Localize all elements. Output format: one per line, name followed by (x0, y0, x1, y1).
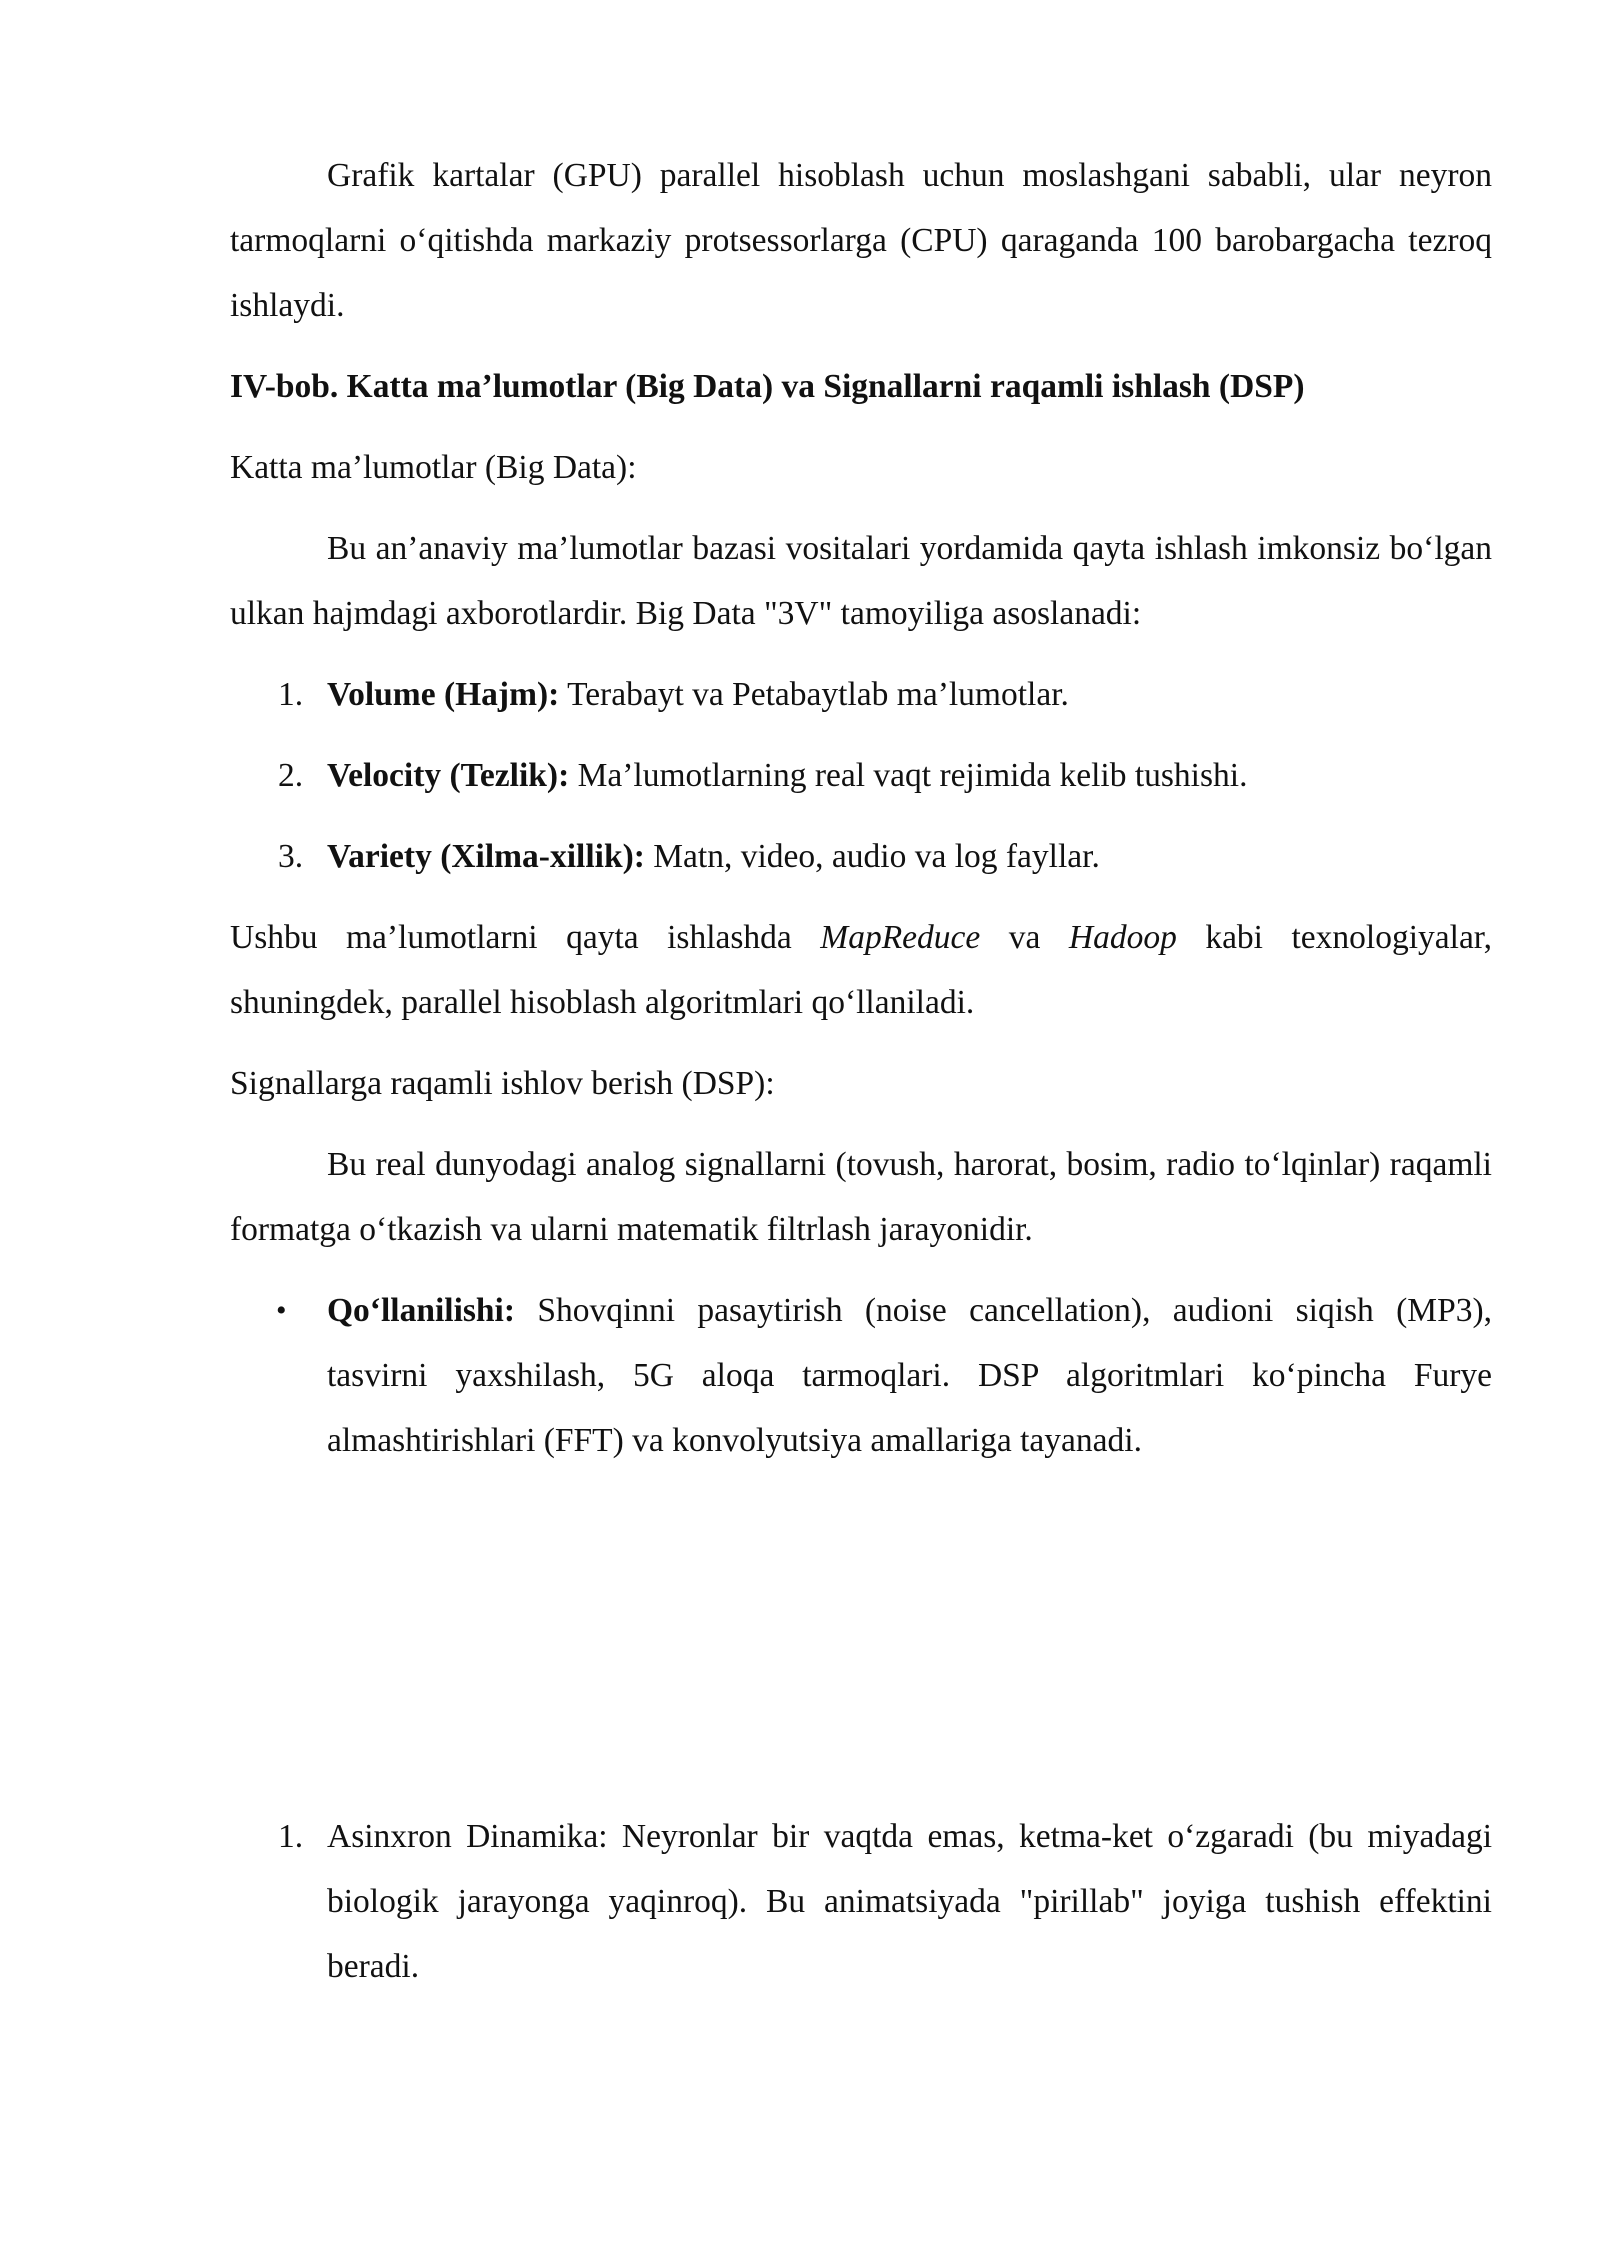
big-data-subheading: Katta ma’lumotlar (Big Data): (230, 449, 637, 486)
list-term: Velocity (Tezlik): (327, 757, 570, 794)
bullet-term: Qo‘llanilishi: (327, 1292, 516, 1329)
list-text: Terabayt va Petabaytlab ma’lumotlar. (559, 676, 1069, 713)
bullet-icon: • (276, 1294, 287, 1327)
list-text: Asinxron Dinamika: Neyronlar bir vaqtda emas, ketma-ket o‘zgaradi (bu miyadagi biologik jarayonga yaqinroq). Bu animatsiyada "pirillab" joyiga tushish effektini beradi. (327, 1818, 1492, 1985)
bullet-item-applications (230, 1278, 1492, 1473)
processing-paragraph (230, 905, 1492, 1035)
list-number: 2. (278, 757, 304, 794)
big-data-intro: Bu an’anaviy ma’lumotlar bazasi vositalari yordamida qayta ishlash imkonsiz bo‘lgan ulkan hajmdagi axborotlardir. Big Data "3V" tamoyiliga asoslanadi: (230, 530, 1492, 632)
dsp-subheading: Signallarga raqamli ishlov berish (DSP): (230, 1065, 775, 1102)
list-text: Ma’lumotlarning real vaqt rejimida kelib tushishi. (569, 757, 1248, 794)
list-item-variety (230, 824, 1492, 889)
list-number: 3. (278, 838, 304, 875)
dsp-intro: Bu real dunyodagi analog signallarni (tovush, harorat, bosim, radio to‘lqinlar) raqamli formatga o‘tkazish va ularni matematik filtrlash jarayonidir. (230, 1146, 1492, 1248)
chapter-heading: IV-bob. Katta ma’lumotlar (Big Data) va Signallarni raqamli ishlash (DSP) (230, 368, 1305, 405)
list-term: Variety (Xilma-xillik): (327, 838, 645, 875)
processing-text-pre: Ushbu ma’lumotlarni qayta ishlashda (230, 919, 821, 956)
paragraph-gpu: Grafik kartalar (GPU) parallel hisoblash uchun moslashgani sababli, ular neyron tarmoqlarni o‘qitishda markaziy protsessorlarga (CPU) qaraganda 100 barobargacha tezroq ishlaydi. (230, 157, 1492, 324)
mapreduce-term: MapReduce (820, 919, 981, 956)
processing-text-mid: va (980, 919, 1069, 956)
list-number: 1. (278, 676, 304, 713)
list-text: Matn, video, audio va log fayllar. (644, 838, 1100, 875)
list-item-volume (230, 662, 1492, 727)
hadoop-term: Hadoop (1068, 919, 1177, 956)
blank-space (230, 1489, 1492, 1804)
processing-text-post: kabi texnologiyalar, shuningdek, parallel hisoblash algoritmlari qo‘llaniladi. (230, 919, 1492, 1021)
list-item-async-dynamics (230, 1804, 1492, 1999)
list-term: Volume (Hajm): (327, 676, 560, 713)
document-page (230, 143, 1492, 2015)
list-number: 1. (278, 1818, 304, 1855)
list-item-velocity (230, 743, 1492, 808)
bullet-text: Shovqinni pasaytirish (noise cancellation), audioni siqish (MP3), tasvirni yaxshilash, 5G aloqa tarmoqlari. DSP algoritmlari ko‘pincha Furye almashtirishlari (FFT) va konvolyutsiya amallariga tayanadi. (327, 1292, 1492, 1459)
